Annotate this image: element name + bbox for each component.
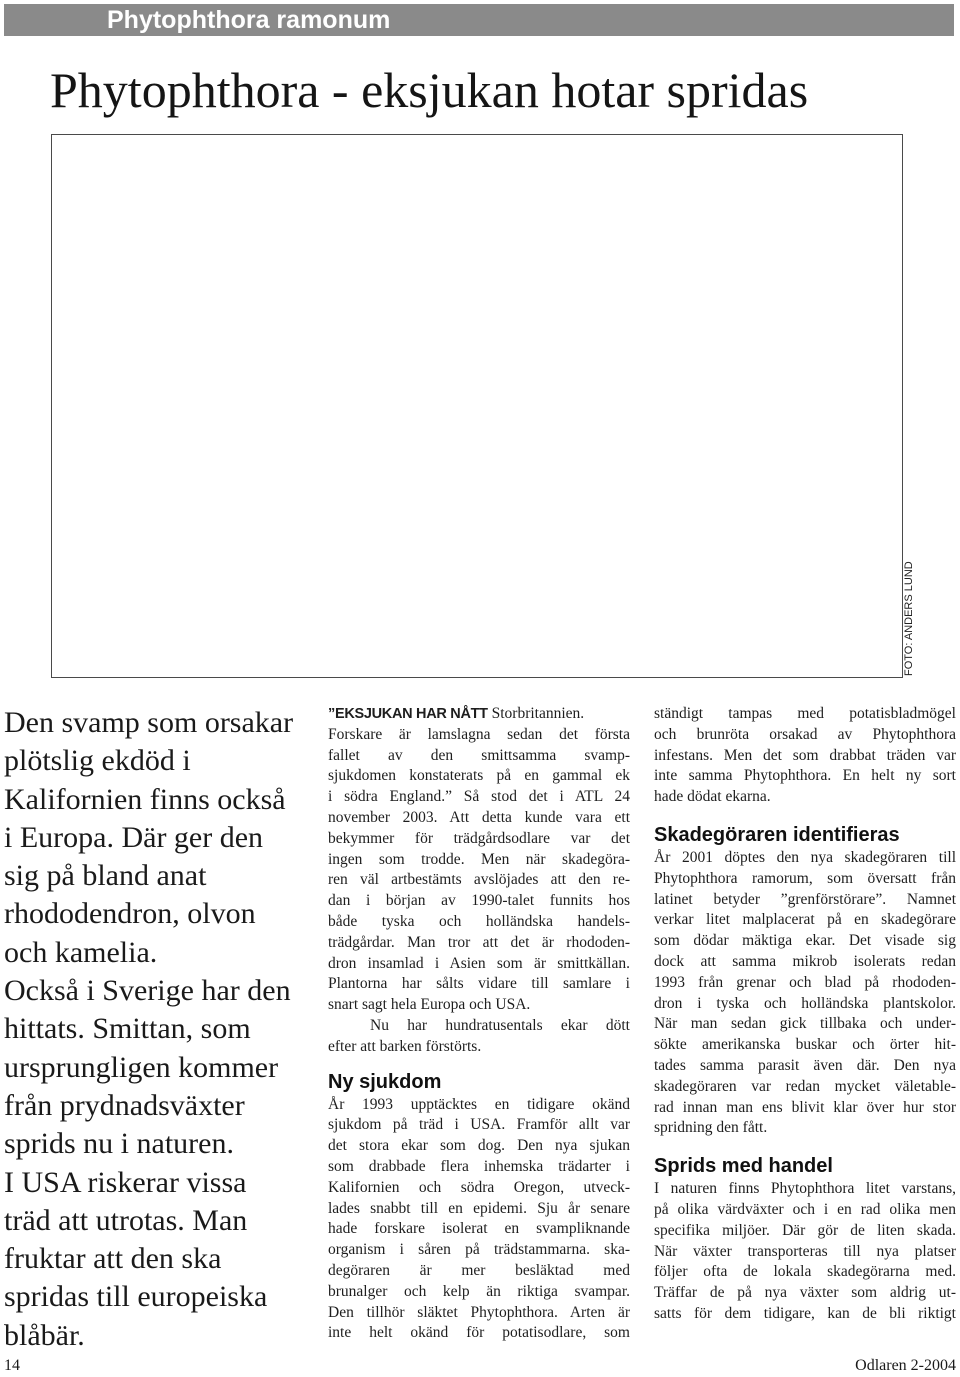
text-line: 1993 från grenar och blad på rhododen- bbox=[654, 973, 956, 991]
subhead-sprids-med-handel: Sprids med handel bbox=[654, 1155, 833, 1178]
intro-line: träd att utrotas. Man bbox=[4, 1203, 248, 1237]
text-line: hade dödat ekarna. bbox=[654, 788, 771, 806]
text-line: trädgårdar. Man tror att det är rhododen- bbox=[328, 933, 630, 951]
intro-line: och kamelia. bbox=[4, 935, 158, 969]
text-line: Kalifornien och södra Oregon, utveck- bbox=[328, 1178, 630, 1196]
text-line: I naturen finns Phytophthora litet varstans, bbox=[654, 1180, 956, 1198]
text-line: sjukdomen konstaterats på en gammal ek bbox=[328, 767, 630, 785]
text-line: både tyska och holländska handels- bbox=[328, 912, 630, 930]
photo-credit: FOTO: ANDERS LUND bbox=[903, 561, 915, 676]
text-line: infestans. Men det som drabbat träden var bbox=[654, 746, 956, 764]
section-header-bar bbox=[4, 4, 954, 36]
page-number: 14 bbox=[4, 1357, 20, 1374]
text-line: tades samma parasit även där. Den nya bbox=[654, 1056, 956, 1074]
text-line: specifika miljöer. Där gör de liten skada. bbox=[654, 1221, 956, 1239]
text-line: ständigt tampas med potatisbladmögel bbox=[654, 705, 956, 722]
article-headline: Phytophthora - eksjukan hotar spridas bbox=[50, 62, 809, 118]
lead-in-rest: Storbritannien. bbox=[487, 705, 585, 722]
subhead-ny-sjukdom: Ny sjukdom bbox=[328, 1070, 442, 1093]
text-line: År 1993 upptäcktes en tidigare okänd bbox=[328, 1095, 630, 1113]
intro-line: Också i Sverige har den bbox=[4, 974, 291, 1008]
text-line: i södra England.” Så stod det i ATL 24 bbox=[328, 788, 630, 806]
intro-paragraph bbox=[4, 704, 304, 1355]
text-line: Forskare är lamslagna sedan det första bbox=[328, 725, 630, 743]
text-line: När man sedan gick tillbaka och under- bbox=[654, 1015, 956, 1033]
intro-line: blåbär. bbox=[4, 1318, 85, 1352]
photo-frame bbox=[51, 134, 903, 678]
text-line: inte samma Phytophthora. En helt ny sort bbox=[654, 767, 956, 785]
text-line: degöraren är mer besläktad med bbox=[328, 1261, 630, 1279]
intro-line: I USA riskerar vissa bbox=[4, 1165, 247, 1199]
intro-line: sig på bland anat bbox=[4, 859, 207, 893]
lead-in: ”EKSJUKAN HAR NÅTT bbox=[328, 706, 488, 722]
text-line: fallet av den smittsamma svamp- bbox=[328, 746, 630, 764]
intro-line: från prydnadsväxter bbox=[4, 1088, 245, 1122]
text-line: det stora ekar som dog. Den nya sjukan bbox=[328, 1137, 630, 1155]
text-line: som dödar mäktiga ekar. Det visade sig bbox=[654, 932, 956, 950]
text-line: Phytophthora ramorum, som översatt från bbox=[654, 869, 956, 887]
subhead-skadegoraren: Skadegöraren identifieras bbox=[654, 823, 900, 846]
section-header-title: Phytophthora ramonum bbox=[107, 6, 391, 34]
intro-line: sprids nu i naturen. bbox=[4, 1127, 234, 1161]
text-line: sökte amerikanska buskar och örter hit- bbox=[654, 1036, 956, 1054]
text-line: dron i tyska och holländska plantskolor. bbox=[654, 994, 956, 1012]
text-line: som drabbade flera inhemska trädarter i bbox=[328, 1157, 630, 1175]
text-line: lades snabbt till en epidemi. Sju år senare bbox=[328, 1199, 630, 1217]
text-line: ingen som trodde. Men när skadegöra- bbox=[328, 850, 630, 868]
text-line: Den tillhör släktet Phytophthora. Arten är bbox=[328, 1303, 630, 1321]
intro-line: Den svamp som orsakar bbox=[4, 706, 294, 739]
text-line: bekymmer för trädgårdsodlare var det bbox=[328, 829, 630, 847]
text-line: och brunröta orsakad av Phytophthora bbox=[654, 725, 956, 743]
text-line: År 2001 döptes den nya skadegöraren till bbox=[654, 848, 956, 866]
text-line: rad innan man ens blivit klar över hur stor bbox=[654, 1098, 956, 1116]
text-line: spridning den fått. bbox=[654, 1119, 768, 1137]
text-line: När växter transporteras till nya platser bbox=[654, 1242, 956, 1260]
text-line: Nu har hundratusentals ekar dött bbox=[370, 1016, 630, 1034]
text-line: verkar litet malplacerat på en skadegörare bbox=[654, 911, 956, 929]
text-line: snart sagt hela Europa och USA. bbox=[328, 996, 531, 1014]
intro-line: hittats. Smittan, som bbox=[4, 1012, 251, 1046]
text-line: sjukdom på träd i USA. Framför allt var bbox=[328, 1116, 630, 1134]
text-line: på olika värdväxter och i en rad olika men bbox=[654, 1200, 956, 1218]
intro-line: i Europa. Där ger den bbox=[4, 820, 264, 854]
text-line: dock att samma mikrob isolerats redan bbox=[654, 952, 956, 970]
text-line: hade forskare isolerat en svampliknande bbox=[328, 1220, 630, 1238]
intro-line: rhododendron, olvon bbox=[4, 897, 256, 931]
issue-label: Odlaren 2-2004 bbox=[855, 1357, 956, 1374]
text-line: dan i början av 1990-talet funnits hos bbox=[328, 892, 630, 910]
text-line: följer ofta de lokala skadegörarna med. bbox=[654, 1263, 956, 1281]
intro-line: ursprungligen kommer bbox=[4, 1050, 279, 1084]
text-line: november 2003. Att detta kunde vara ett bbox=[328, 808, 630, 826]
intro-line: fruktar att den ska bbox=[4, 1242, 222, 1276]
text-line: satts för dem tidigare, kan de bli riktigt bbox=[654, 1304, 956, 1322]
text-line: dron insamlad i Asien som är smittkällan. bbox=[328, 954, 630, 972]
text-line: organism i såren på trädstammarna. ska- bbox=[328, 1241, 630, 1259]
article-column-middle bbox=[328, 704, 630, 1344]
text-line: inte helt okänd för potatisodlare, som bbox=[328, 1324, 630, 1342]
text-line: ren väl artbestämts avslöjades att den re- bbox=[328, 871, 630, 889]
intro-line: Kalifornien finns också bbox=[4, 782, 286, 816]
text-line bbox=[328, 704, 630, 725]
text-line: Plantorna har sålts vidare till samlare i bbox=[328, 975, 630, 993]
text-line: Träffar de på nya växter som aldrig ut- bbox=[654, 1284, 956, 1302]
text-line: skadegöraren var redan mycket väletable- bbox=[654, 1077, 956, 1095]
intro-line: spridas till europeiska bbox=[4, 1280, 268, 1314]
intro-line: plötslig ekdöd i bbox=[4, 744, 191, 778]
text-line: efter att barken förstörts. bbox=[328, 1037, 482, 1055]
text-line: latinet betyder ”grenförstörare”. Namnet bbox=[654, 890, 956, 908]
article-column-right bbox=[654, 704, 956, 1325]
text-line: brunalger och kelp än riktiga svampar. bbox=[328, 1282, 630, 1300]
